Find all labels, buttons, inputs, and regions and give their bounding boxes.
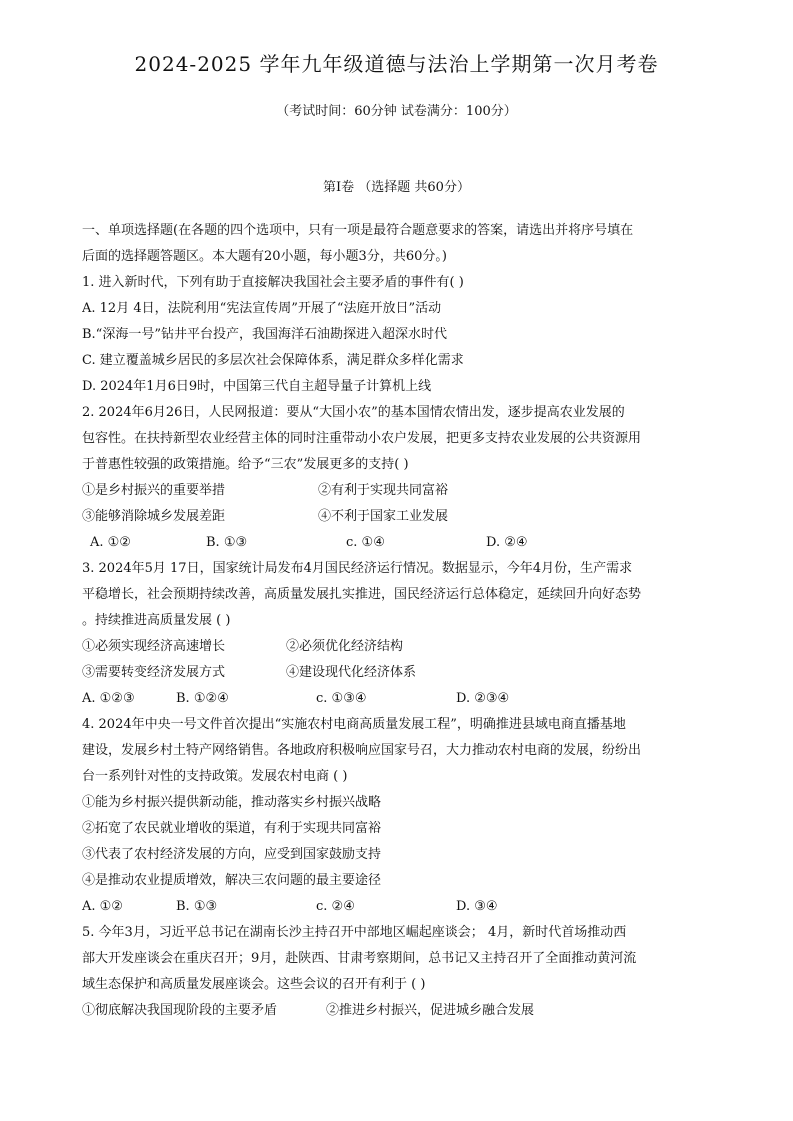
q4-statement-3: ③代表了农村经济发展的方向，应受到国家鼓励支持 (82, 847, 382, 862)
q3-answer-d: D. ②③④ (456, 691, 510, 706)
q3-answer-a: A. ①②③ (82, 691, 135, 706)
q4-answer-c: c. ②④ (316, 899, 355, 914)
q4-stem: 建设，发展乡村土特产网络销售。各地政府积极响应国家号召，大力推动农村电商的发展，纷纷出 (82, 743, 642, 758)
instructions-line: 一、单项选择题(在各题的四个选项中，只有一项是最符合题意要求的答案，请选出并将序号填在 (82, 223, 634, 238)
part-title: 第Ⅰ卷 （选择题 共60分） (323, 180, 470, 195)
q3-statement-row (82, 660, 718, 686)
q5-statement-2: ②推进乡村振兴，促进城乡融合发展 (326, 1003, 535, 1018)
q2-answer-a: A. ①② (90, 535, 131, 550)
q2-statement-row (82, 478, 718, 504)
q5-statement-1: ①彻底解决我国现阶段的主要矛盾 (82, 1003, 278, 1018)
q4-answer-row (82, 894, 718, 920)
q4-answer-a: A. ①② (82, 899, 123, 914)
q2-stem: 包容性。在扶持新型农业经营主体的同时注重带动小农户发展，把更多支持农业发展的公共资源用 (82, 431, 642, 446)
q1-option-a: A. 12月 4日，法院利用“宪法宣传周”开展了“法庭开放日”活动 (82, 301, 442, 316)
q2-answer-b: B. ①③ (206, 535, 248, 550)
q3-statement-row (82, 634, 718, 660)
instructions-line: 后面的选择题答题区。本大题有20小题，每小题3分，共60分。) (82, 249, 447, 264)
q2-stem: 于普惠性较强的政策措施。给予“三农”发展更多的支持( ) (82, 457, 409, 472)
q5-stem: 部大开发座谈会在重庆召开；9月，赴陕西、甘肃考察期间，总书记又主持召开了全面推动黄河流 (82, 951, 637, 966)
q1-option-d: D. 2024年1月6日9时，中国第三代自主超导量子计算机上线 (82, 379, 432, 394)
q4-stem: 台一系列针对性的支持政策。发展农村电商 ( ) (82, 769, 348, 784)
q1-stem: 1. 进入新时代，下列有助于直接解决我国社会主要矛盾的事件有( ) (82, 275, 464, 290)
q2-stem: 2. 2024年6月26日，人民网报道：要从“大国小农”的基本国情农情出发，逐步提高农业发展的 (82, 405, 625, 420)
q3-statement-4: ④建设现代化经济体系 (286, 665, 417, 680)
q1-option-b: B.“深海一号”钻井平台投产，我国海洋石油勘探进入超深水时代 (82, 327, 447, 342)
q5-stem: 域生态保护和高质量发展座谈会。这些会议的召开有利于 ( ) (82, 977, 426, 992)
q2-statement-4: ④不利于国家工业发展 (318, 509, 449, 524)
q2-statement-row (82, 504, 718, 530)
q4-answer-d: D. ③④ (456, 899, 498, 914)
q3-stem: 。持续推进高质量发展 ( ) (82, 613, 231, 628)
q3-statement-3: ③需要转变经济发展方式 (82, 665, 226, 680)
q2-answer-d: D. ②④ (486, 535, 528, 550)
q3-statement-2: ②必须优化经济结构 (286, 639, 404, 654)
q3-stem: 平稳增长，社会预期持续改善，高质量发展扎实推进，国民经济运行总体稳定，延续回升向好态势 (82, 587, 642, 602)
q4-statement-4: ④是推动农业提质增效，解决三农问题的最主要途径 (82, 873, 382, 888)
q2-statement-1: ①是乡村振兴的重要举措 (82, 483, 226, 498)
q5-stem: 5. 今年3月，习近平总书记在湖南长沙主持召开中部地区崛起座谈会； 4月，新时代首场推动西 (82, 925, 627, 940)
q4-statement-1: ①能为乡村振兴提供新动能，推动落实乡村振兴战略 (82, 795, 382, 810)
q2-statement-2: ②有利于实现共同富裕 (318, 483, 449, 498)
q1-option-c: C. 建立覆盖城乡居民的多层次社会保障体系，满足群众多样化需求 (82, 353, 464, 368)
q3-answer-row (82, 686, 718, 712)
exam-subtitle: （考试时间：60分钟 试卷满分：100分） (276, 104, 517, 119)
q3-answer-c: c. ①③④ (316, 691, 367, 706)
q2-answer-c: c. ①④ (346, 535, 385, 550)
q4-statement-2: ②拓宽了农民就业增收的渠道，有利于实现共同富裕 (82, 821, 382, 836)
q2-answer-row (82, 530, 718, 556)
exam-body (82, 218, 718, 1024)
q3-stem: 3. 2024年5月 17日，国家统计局发布4月国民经济运行情况。数据显示，今年4月份，生产需求 (82, 561, 633, 576)
q3-answer-b: B. ①②④ (176, 691, 229, 706)
q3-statement-1: ①必须实现经济高速增长 (82, 639, 226, 654)
q2-statement-3: ③能够消除城乡发展差距 (82, 509, 226, 524)
q4-answer-b: B. ①③ (176, 899, 218, 914)
exam-title: 2024-2025 学年九年级道德与法治上学期第一次月考卷 (134, 52, 659, 76)
q4-stem: 4. 2024年中央一号文件首次提出“实施农村电商高质量发展工程”，明确推进县域电商直播基地 (82, 717, 626, 732)
q5-statement-row (82, 998, 718, 1024)
